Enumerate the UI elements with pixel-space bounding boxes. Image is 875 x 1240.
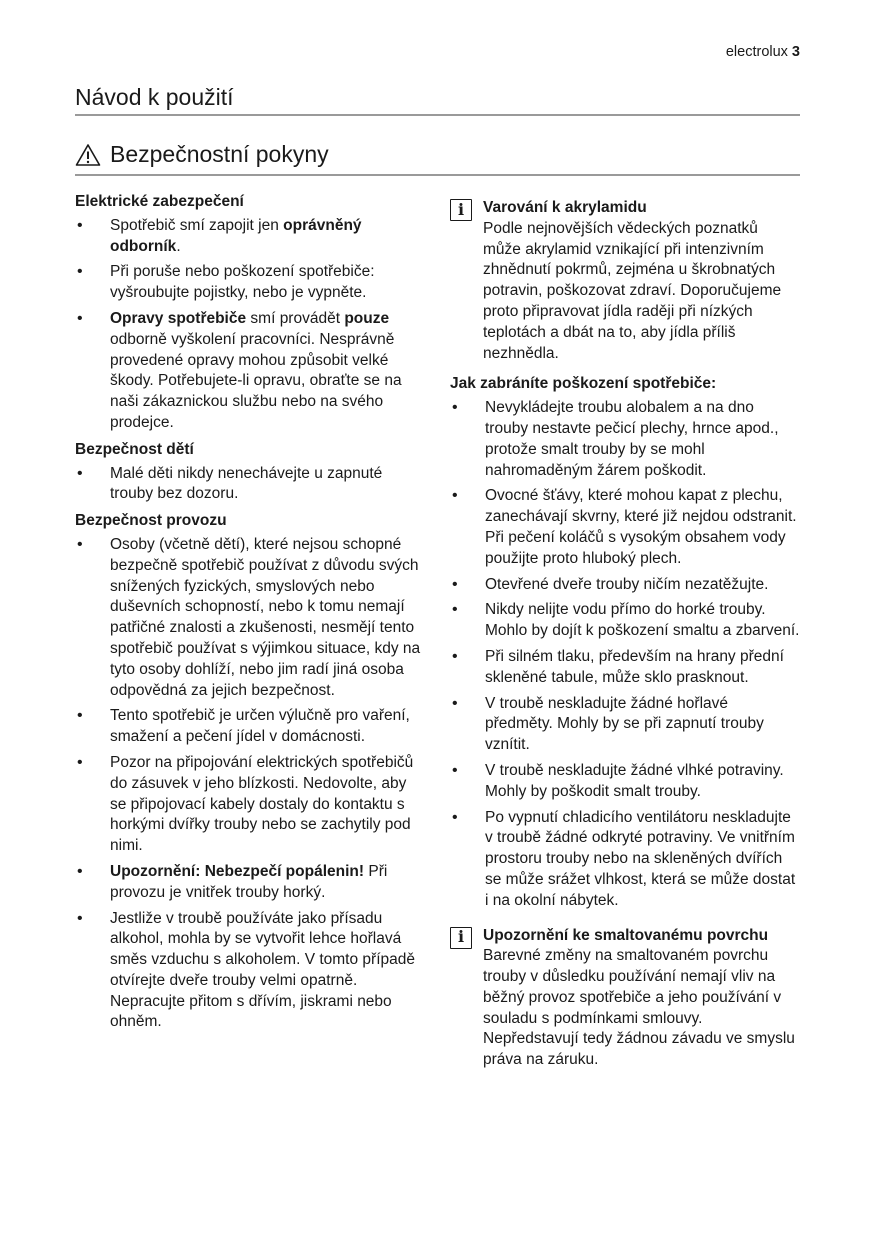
brand-name: electrolux [725,44,788,60]
section-heading [75,141,329,168]
list-item: • Při silném tlaku, především na hrany přední skleněné tabule, může sklo prasknout. [450,647,800,689]
title-divider [75,114,800,116]
list-item: • Upozornění: Nebezpečí popálenin! Při provozu je vnitřek trouby horký. [75,862,425,904]
note-title: Upozornění ke smaltovanému povrchu [483,926,769,944]
damage-prevention-list [450,398,800,911]
electric-safety-list [75,216,425,434]
child-safety-list [75,464,425,506]
list-item: • Opravy spotřebiče smí provádět pouze odborně vyškolení pracovníci. Nesprávně provedené opravy mohou způsobit velké škody. Potřebujete-li opravu, obraťte se na naši zákaznickou službu nebo na svého prodejce. [75,309,425,434]
list-item: • Otevřené dveře trouby ničím nezatěžujte. [450,575,800,596]
list-item: • Jestliže v troubě používáte jako přísadu alkohol, mohla by se vytvořit lehce hořlavá směs vzduchu s alkoholem. V tomto případě otvírejte dveře trouby velmi opatrně. Nepracujte přitom s dřívím, jiskrami nebo ohněm. [75,909,425,1034]
list-item: • Nevykládejte troubu alobalem a na dno trouby nestavte pečicí plechy, hrnce apod., protože smalt trouby by se mohl nahromaděným žárem poškodit. [450,398,800,481]
list-item: • V troubě neskladujte žádné vlhké potraviny. Mohly by poškodit smalt trouby. [450,761,800,803]
info-icon: i [450,927,472,949]
enamel-note [450,926,800,1072]
info-icon: i [450,199,472,221]
list-item: • Tento spotřebič je určen výlučně pro vaření, smažení a pečení jídel v domácnosti. [75,706,425,748]
list-item: • Pozor na připojování elektrických spotřebičů do zásuvek v jeho blízkosti. Nedovolte, aby se připojovací kabely dostaly do kontaktu s horkými dvířky trouby nebo se zachytily pod nimi. [75,753,425,857]
operation-safety-list [75,535,425,1033]
left-column [75,192,425,1039]
page-header [726,44,800,60]
list-item: • Nikdy nelijte vodu přímo do horké trouby. Mohlo by dojít k poškození smaltu a zbarvení. [450,600,800,642]
note-title: Varování k akrylamidu [483,199,647,216]
list-item: • Osoby (včetně dětí), které nejsou schopné bezpečně spotřebič používat z důvodu svých snížených fyzických, smyslových nebo duševních schopností, nebo k tomu nemají patřičné znalosti a zkušenosti, nesmějí tento spotřebič používat s výjimkou situace, kdy na tyto osoby dohlíží, nebo jim radí jiná osoba odpovědná za jejich bezpečnost. [75,535,425,701]
electric-safety-heading: Elektrické zabezpečení [75,193,244,210]
list-item: • Spotřebič smí zapojit jen oprávněný odborník. [75,216,425,258]
damage-prevention-heading: Jak zabráníte poškození spotřebiče: [450,375,717,393]
right-column [450,192,800,1083]
list-item: • Malé děti nikdy nenechávejte u zapnuté trouby bez dozoru. [75,464,425,506]
note-text: Barevné změny na smaltovaném povrchu trouby v důsledku používání nemají vliv na běžný provoz spotřebiče a jeho používání v souladu s podmínkami smlouvy. Nepředstavují tedy žádnou závadu ve smyslu práva na záruku. [483,947,795,1069]
list-item: • Po vypnutí chladicího ventilátoru neskladujte v troubě žádné odkryté potraviny. Ve vnitřním prostoru trouby nebo na skleněných dvířích se může srážet vlhkost, která se může dostat i na okolní nábytek. [450,808,800,912]
section-title: Bezpečnostní pokyny [110,141,329,167]
note-text: Podle nejnovějších vědeckých poznatků může akrylamid vznikající při intenzivním zhnědnutí pokrmů, zejména u škrobnatých potravin, poškozovat zdraví. Doporučujeme proto připravovat jídla raději při nízkých teplotách a dbát na to, aby jídla příliš nezhnědla. [483,219,782,362]
section-divider [75,174,800,176]
warning-triangle-icon [75,143,101,167]
page-title: Návod k použití [75,84,234,110]
operation-safety-heading: Bezpečnost provozu [75,512,227,530]
acrylamide-note [450,198,800,364]
list-item: • V troubě neskladujte žádné hořlavé předměty. Mohly by se při zapnutí trouby vznítit. [450,694,800,756]
child-safety-heading: Bezpečnost dětí [75,440,194,458]
list-item: • Ovocné šťávy, které mohou kapat z plechu, zanechávají skvrny, které již nejdou odstranit. Při pečení koláčů s vysokým obsahem vody použijte proto hluboký plech. [450,486,800,569]
list-item: • Při poruše nebo poškození spotřebiče: vyšroubujte pojistky, nebo je vypněte. [75,262,425,304]
page-number: 3 [791,44,800,60]
